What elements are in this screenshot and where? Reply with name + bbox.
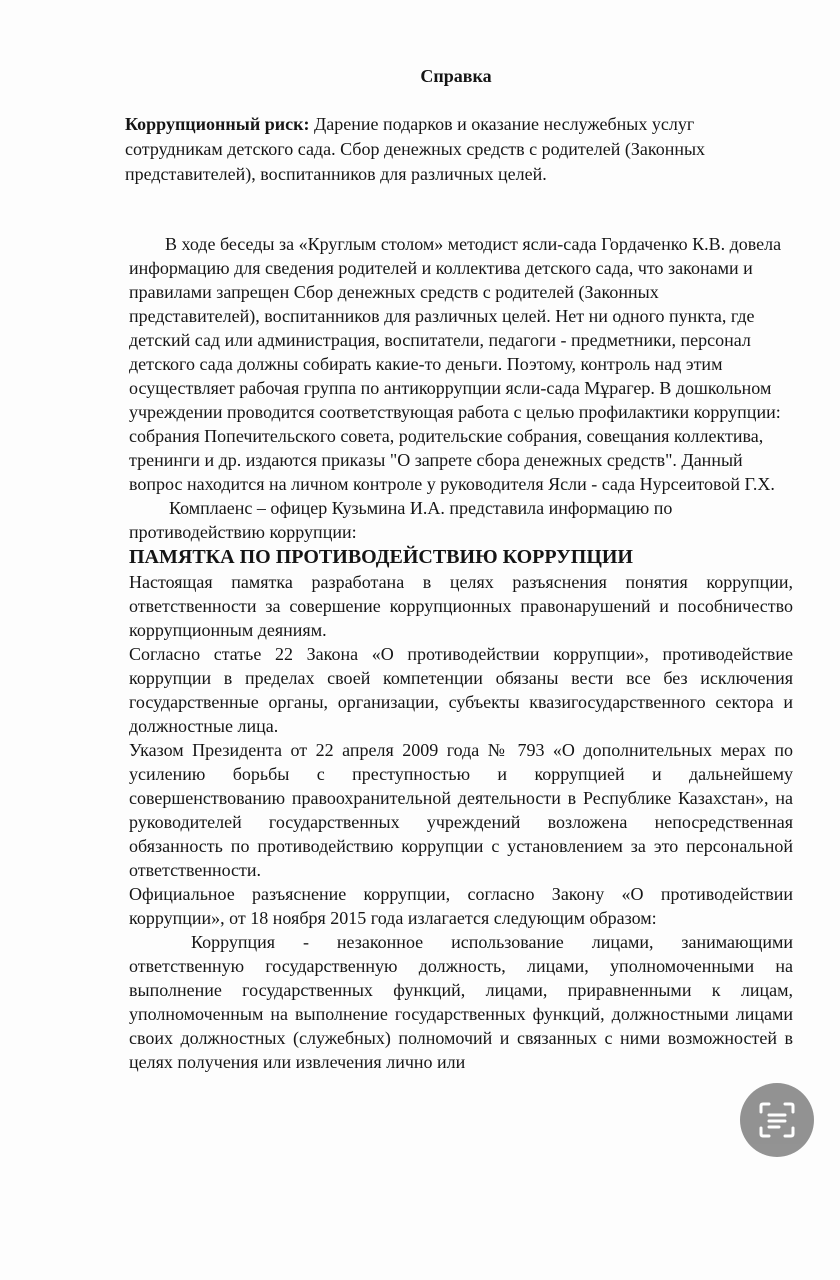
document-title: Справка xyxy=(420,66,492,86)
memo-paragraph-definition-intro: Официальное разъяснение коррупции, согласно Закону «О противодействии коррупции», от 18 ноября 2015 года излагается следующим образом: xyxy=(129,884,793,928)
risk-statement xyxy=(125,112,785,187)
risk-label: Коррупционный риск: xyxy=(125,114,310,134)
memo-paragraph-definition: Коррупция - незаконное использование лицами, занимающими ответственную государственную должность, лицами, уполномоченными на выполнение государственных функций, лицами, приравненными к лицам, уполномоченным на выполнение государственных функций, должностными лицами своих должностных (служебных) полномочий и связанных с ними возможностей в целях получения или извлечения лично или xyxy=(129,932,793,1072)
memo-title: ПАМЯТКА ПО ПРОТИВОДЕЙСТВИЮ КОРРУПЦИИ xyxy=(129,546,633,568)
scan-text-icon xyxy=(757,1100,797,1140)
memo-paragraph-decree: Указом Президента от 22 апреля 2009 года № 793 «О дополнительных мерах по усилению борьбы с преступностью и коррупцией и дальнейшему совершенствованию правоохранительной деятельности в Республике Казахстан», на руководителей государственных учреждений возложена непосредственная обязанность по противодействию коррупции с установлением за это персональной ответственности. xyxy=(129,740,793,880)
memo-paragraph-article: Согласно статье 22 Закона «О противодействии коррупции», противодействие коррупции в пределах своей компетенции обязаны вести все без исключения государственные органы, организации, субъекты квазигосударственного сектора и должностные лица. xyxy=(129,644,793,736)
scan-text-button[interactable] xyxy=(740,1083,814,1157)
memo-paragraph-purpose: Настоящая памятка разработана в целях разъяснения понятия коррупции, ответственности за совершение коррупционных правонарушений и пособничество коррупционным деяниям. xyxy=(129,572,793,640)
compliance-paragraph: Комплаенс – офицер Кузьмина И.А. представила информацию по противодействию коррупции: xyxy=(129,498,673,542)
document-body xyxy=(129,232,793,1074)
risk-text: Дарение подарков и оказание неслужебных услуг сотрудникам детского сада. Сбор денежных средств с родителей (Законных представителей), воспитанников для различных целей. xyxy=(125,114,706,184)
measures-paragraph: собрания Попечительского совета, родительские собрания, совещания коллектива, тренинги и др. издаются приказы "О запрете сбора денежных средств". Данный вопрос находится на личном контроле у руководителя Ясли - сада Нурсеитовой Г.Х. xyxy=(129,426,775,494)
meeting-paragraph: В ходе беседы за «Круглым столом» методист ясли-сада Гордаченко К.В. довела информацию для сведения родителей и коллектива детского сада, что законами и правилами запрещен Сбор денежных средств с родителей (Законных представителей), воспитанников для различных целей. Нет ни одного пункта, где детский сад или администрация, воспитатели, педагоги - предметники, персонал детского сада должны собирать какие-то деньги. Поэтому, контроль над этим осуществляет рабочая группа по антикоррупции ясли-сада Мұрагер. В дошкольном учреждении проводится соответствующая работа с целью профилактики коррупции: xyxy=(129,234,782,422)
